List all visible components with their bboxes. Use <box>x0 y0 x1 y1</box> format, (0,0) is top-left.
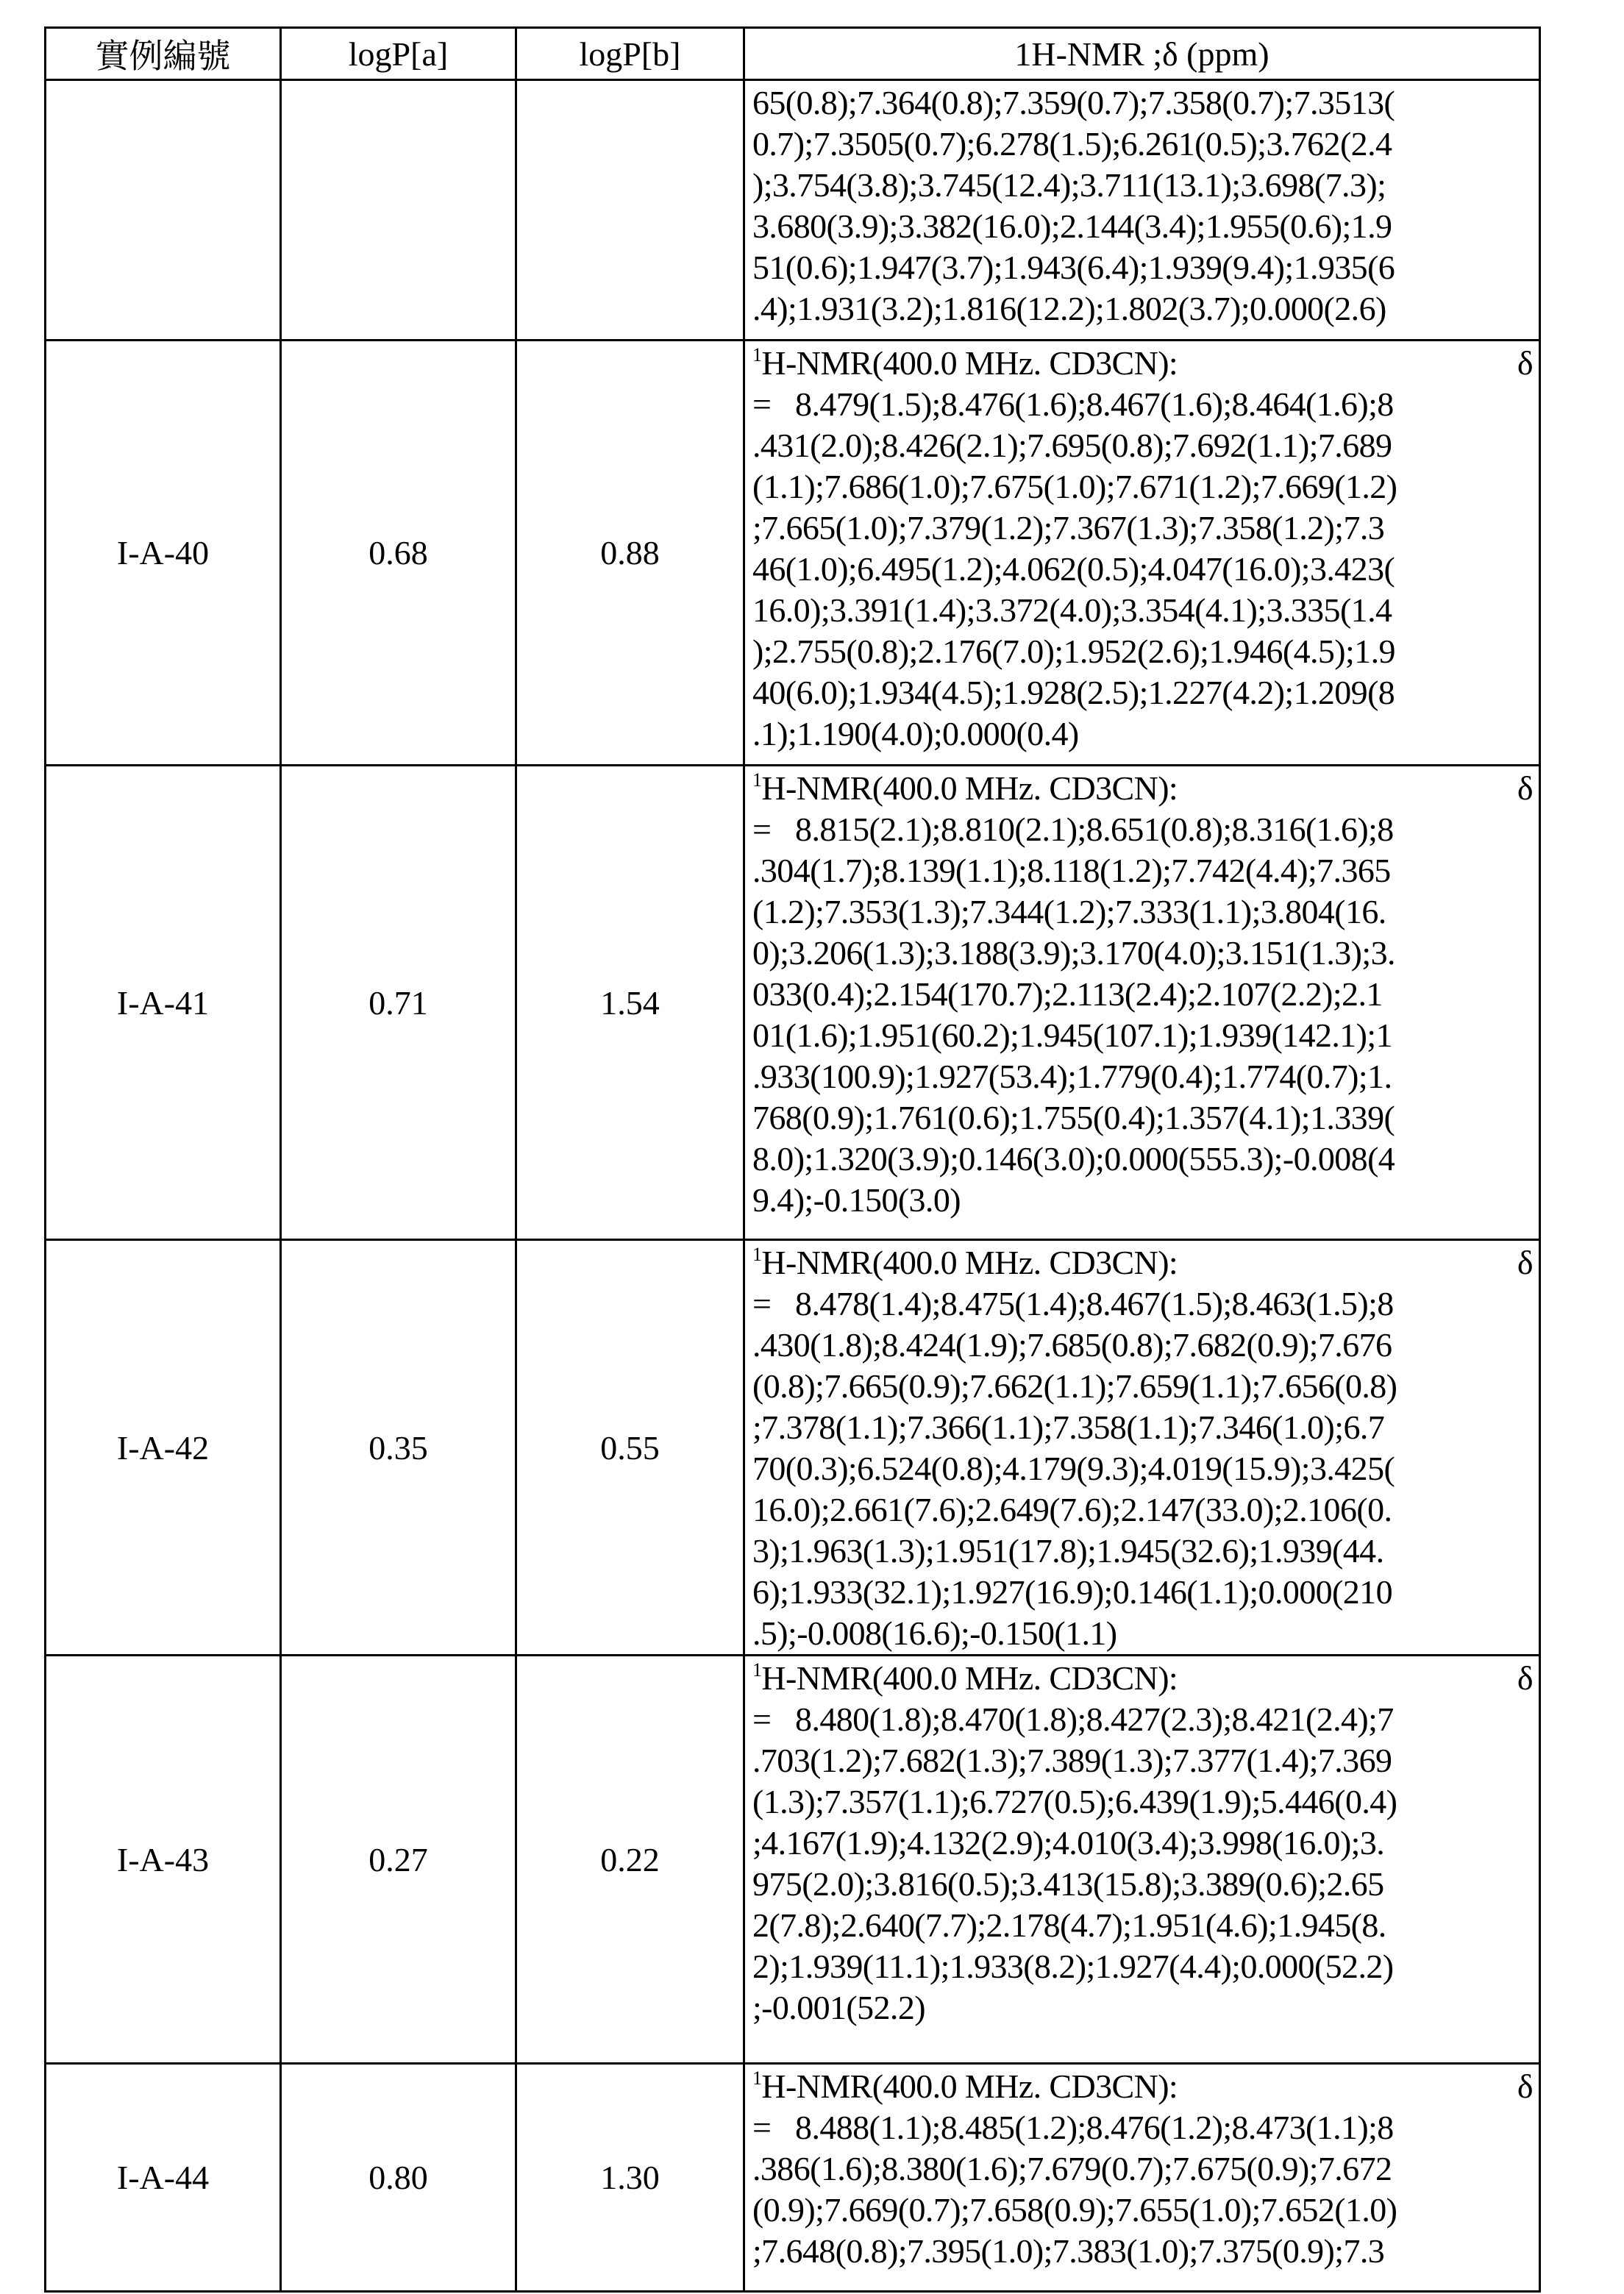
nmr-cell <box>744 2064 1540 2292</box>
nmr-line: 0);3.206(1.3);3.188(3.9);3.170(4.0);3.151(1.3);3. <box>752 933 1533 974</box>
nmr-cell <box>744 341 1540 766</box>
header-nmr: 1H-NMR ;δ (ppm) <box>744 28 1540 80</box>
nmr-cell <box>744 1240 1540 1656</box>
logp-b-cell: 1.30 <box>516 2064 744 2292</box>
nmr-line: .5);-0.008(16.6);-0.150(1.1) <box>752 1613 1533 1654</box>
nmr-line: ;4.167(1.9);4.132(2.9);4.010(3.4);3.998(16.0);3. <box>752 1823 1533 1864</box>
table-row <box>46 80 1540 341</box>
logp-b-cell: 0.55 <box>516 1240 744 1656</box>
nmr-line: .430(1.8);8.424(1.9);7.685(0.8);7.682(0.9);7.676 <box>752 1325 1533 1366</box>
logp-a-cell: 0.35 <box>281 1240 516 1656</box>
nmr-line: .933(100.9);1.927(53.4);1.779(0.4);1.774(0.7);1. <box>752 1056 1533 1097</box>
superscript: 1 <box>752 1244 761 1265</box>
delta-symbol: δ <box>1517 1242 1533 1283</box>
logp-a-cell <box>281 80 516 341</box>
nmr-cell <box>744 766 1540 1240</box>
delta-symbol: δ <box>1517 1658 1533 1699</box>
example-number-cell: I-A-41 <box>46 766 281 1240</box>
nmr-line: );2.755(0.8);2.176(7.0);1.952(2.6);1.946(4.5);1.9 <box>752 631 1533 672</box>
nmr-line: ;7.648(0.8);7.395(1.0);7.383(1.0);7.375(0.9);7.3 <box>752 2231 1533 2272</box>
nmr-line: 0.7);7.3505(0.7);6.278(1.5);6.261(0.5);3.762(2.4 <box>752 124 1533 165</box>
nmr-line: 768(0.9);1.761(0.6);1.755(0.4);1.357(4.1);1.339( <box>752 1097 1533 1139</box>
nmr-line: 975(2.0);3.816(0.5);3.413(15.8);3.389(0.6);2.65 <box>752 1864 1533 1905</box>
example-number-cell: I-A-42 <box>46 1240 281 1656</box>
nmr-line: .431(2.0);8.426(2.1);7.695(0.8);7.692(1.1);7.689 <box>752 425 1533 466</box>
nmr-line: 51(0.6);1.947(3.7);1.943(6.4);1.939(9.4);1.935(6 <box>752 247 1533 288</box>
table-row <box>46 1240 1540 1656</box>
nmr-line: 9.4);-0.150(3.0) <box>752 1180 1533 1221</box>
nmr-line: 01(1.6);1.951(60.2);1.945(107.1);1.939(142.1);1 <box>752 1015 1533 1056</box>
nmr-line: 6);1.933(32.1);1.927(16.9);0.146(1.1);0.000(210 <box>752 1572 1533 1613</box>
nmr-line: ;7.665(1.0);7.379(1.2);7.367(1.3);7.358(1.2);7.3 <box>752 507 1533 549</box>
nmr-data-table <box>44 26 1541 2293</box>
nmr-line: 16.0);3.391(1.4);3.372(4.0);3.354(4.1);3.335(1.4 <box>752 590 1533 631</box>
nmr-conditions-text: H-NMR(400.0 MHz. CD3CN): <box>761 1659 1178 1697</box>
nmr-line: 3);1.963(1.3);1.951(17.8);1.945(32.6);1.939(44. <box>752 1531 1533 1572</box>
nmr-line: (1.2);7.353(1.3);7.344(1.2);7.333(1.1);3.804(16. <box>752 891 1533 933</box>
logp-b-cell: 0.88 <box>516 341 744 766</box>
nmr-line: = 8.480(1.8);8.470(1.8);8.427(2.3);8.421(2.4);7 <box>752 1699 1533 1740</box>
nmr-line: = 8.478(1.4);8.475(1.4);8.467(1.5);8.463(1.5);8 <box>752 1283 1533 1325</box>
logp-a-cell: 0.68 <box>281 341 516 766</box>
nmr-line: = 8.479(1.5);8.476(1.6);8.467(1.6);8.464(1.6);8 <box>752 384 1533 425</box>
nmr-conditions-text: H-NMR(400.0 MHz. CD3CN): <box>761 344 1178 382</box>
example-number-cell: I-A-40 <box>46 341 281 766</box>
nmr-line: .304(1.7);8.139(1.1);8.118(1.2);7.742(4.4);7.365 <box>752 850 1533 891</box>
nmr-line: 70(0.3);6.524(0.8);4.179(9.3);4.019(15.9);3.425( <box>752 1448 1533 1489</box>
nmr-line: 8.0);1.320(3.9);0.146(3.0);0.000(555.3);-0.008(4 <box>752 1139 1533 1180</box>
nmr-line: = 8.815(2.1);8.810(2.1);8.651(0.8);8.316(1.6);8 <box>752 809 1533 850</box>
example-number-cell: I-A-43 <box>46 1656 281 2064</box>
delta-symbol: δ <box>1517 2066 1533 2107</box>
nmr-line: .703(1.2);7.682(1.3);7.389(1.3);7.377(1.4);7.369 <box>752 1740 1533 1781</box>
example-number-cell <box>46 80 281 341</box>
nmr-line: 2(7.8);2.640(7.7);2.178(4.7);1.951(4.6);1.945(8. <box>752 1905 1533 1946</box>
superscript: 1 <box>752 344 761 366</box>
nmr-conditions <box>752 768 1533 809</box>
nmr-conditions-label <box>752 768 1178 809</box>
logp-a-cell: 0.27 <box>281 1656 516 2064</box>
logp-b-cell <box>516 80 744 341</box>
nmr-line: 033(0.4);2.154(170.7);2.113(2.4);2.107(2.2);2.1 <box>752 974 1533 1015</box>
nmr-conditions <box>752 1242 1533 1283</box>
nmr-conditions-text: H-NMR(400.0 MHz. CD3CN): <box>761 2067 1178 2105</box>
logp-a-cell: 0.80 <box>281 2064 516 2292</box>
nmr-line: (0.8);7.665(0.9);7.662(1.1);7.659(1.1);7.656(0.8) <box>752 1366 1533 1407</box>
table-row <box>46 341 1540 766</box>
nmr-line: 16.0);2.661(7.6);2.649(7.6);2.147(33.0);2.106(0. <box>752 1489 1533 1531</box>
nmr-line: .1);1.190(4.0);0.000(0.4) <box>752 713 1533 755</box>
header-example-number: 實例編號 <box>46 28 281 80</box>
nmr-line: 40(6.0);1.934(4.5);1.928(2.5);1.227(4.2);1.209(8 <box>752 672 1533 713</box>
header-logp-b: logP[b] <box>516 28 744 80</box>
nmr-conditions-text: H-NMR(400.0 MHz. CD3CN): <box>761 769 1178 807</box>
logp-b-cell: 1.54 <box>516 766 744 1240</box>
nmr-line: .386(1.6);8.380(1.6);7.679(0.7);7.675(0.9);7.672 <box>752 2148 1533 2190</box>
nmr-line: = 8.488(1.1);8.485(1.2);8.476(1.2);8.473(1.1);8 <box>752 2107 1533 2148</box>
nmr-conditions <box>752 343 1533 384</box>
nmr-line: ;7.378(1.1);7.366(1.1);7.358(1.1);7.346(1.0);6.7 <box>752 1407 1533 1448</box>
nmr-line: (0.9);7.669(0.7);7.658(0.9);7.655(1.0);7.652(1.0) <box>752 2190 1533 2231</box>
table-header-row <box>46 28 1540 80</box>
nmr-line: .4);1.931(3.2);1.816(12.2);1.802(3.7);0.000(2.6) <box>752 288 1533 330</box>
nmr-conditions-label <box>752 1242 1178 1283</box>
nmr-line: 3.680(3.9);3.382(16.0);2.144(3.4);1.955(0.6);1.9 <box>752 206 1533 247</box>
nmr-cell <box>744 1656 1540 2064</box>
superscript: 1 <box>752 2067 761 2089</box>
nmr-line: );3.754(3.8);3.745(12.4);3.711(13.1);3.698(7.3); <box>752 165 1533 206</box>
nmr-line: 46(1.0);6.495(1.2);4.062(0.5);4.047(16.0);3.423( <box>752 549 1533 590</box>
example-number-cell: I-A-44 <box>46 2064 281 2292</box>
table-row <box>46 2064 1540 2292</box>
nmr-line: 65(0.8);7.364(0.8);7.359(0.7);7.358(0.7);7.3513( <box>752 82 1533 124</box>
delta-symbol: δ <box>1517 343 1533 384</box>
delta-symbol: δ <box>1517 768 1533 809</box>
table-row <box>46 1656 1540 2064</box>
superscript: 1 <box>752 1659 761 1681</box>
nmr-line: ;-0.001(52.2) <box>752 1987 1533 2028</box>
nmr-conditions-label <box>752 2066 1178 2107</box>
nmr-conditions-label <box>752 343 1178 384</box>
nmr-conditions-label <box>752 1658 1178 1699</box>
nmr-conditions <box>752 1658 1533 1699</box>
nmr-conditions-text: H-NMR(400.0 MHz. CD3CN): <box>761 1244 1178 1281</box>
header-logp-a: logP[a] <box>281 28 516 80</box>
nmr-line: 2);1.939(11.1);1.933(8.2);1.927(4.4);0.000(52.2) <box>752 1946 1533 1987</box>
nmr-conditions <box>752 2066 1533 2107</box>
table-row <box>46 766 1540 1240</box>
logp-a-cell: 0.71 <box>281 766 516 1240</box>
nmr-line: (1.3);7.357(1.1);6.727(0.5);6.439(1.9);5.446(0.4) <box>752 1781 1533 1823</box>
logp-b-cell: 0.22 <box>516 1656 744 2064</box>
superscript: 1 <box>752 769 761 791</box>
nmr-line: (1.1);7.686(1.0);7.675(1.0);7.671(1.2);7.669(1.2) <box>752 466 1533 507</box>
nmr-cell <box>744 80 1540 341</box>
